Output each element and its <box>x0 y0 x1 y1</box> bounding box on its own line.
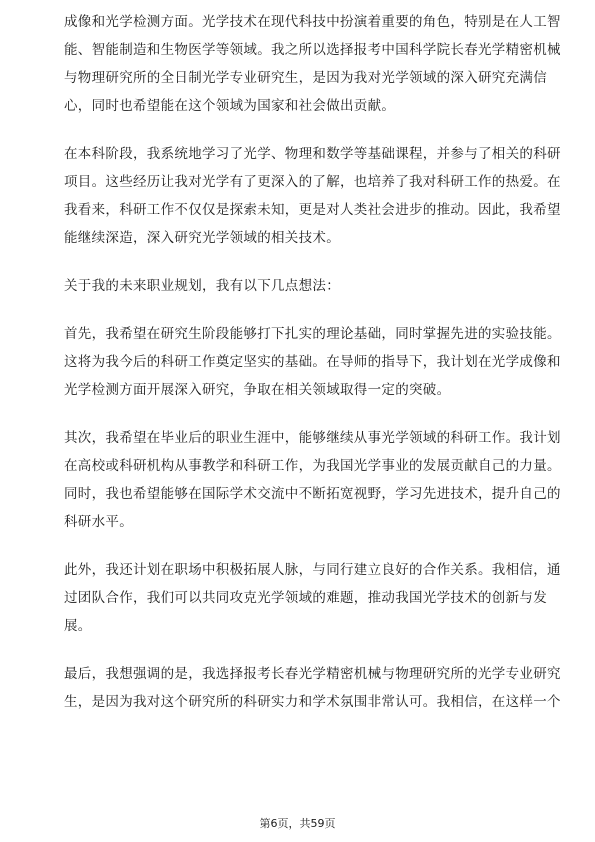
text-line: 能继续深造，深入研究光学领域的相关技术。 <box>64 230 340 246</box>
text-line: 最后，我想强调的是，我选择报考长春光学精密机械与物理研究所的光学专业研究 <box>64 666 561 682</box>
text-line: 过团队合作，我们可以共同攻克光学领域的难题，推动我国光学技术的创新与发 <box>64 590 547 606</box>
text-line: 光学检测方面开展深入研究，争取在相关领域取得一定的突破。 <box>64 382 451 398</box>
text-line: 项目。这些经历让我对光学有了更深入的了解，也培养了我对科研工作的热爱。在 <box>64 174 561 190</box>
text-line: 心，同时也希望能在这个领域为国家和社会做出贡献。 <box>64 98 396 114</box>
text-line: 首先，我希望在研究生阶段能够打下扎实的理论基础，同时掌握先进的实验技能。 <box>64 326 561 342</box>
text-line: 科研水平。 <box>64 514 133 530</box>
text-line: 同时，我也希望能够在国际学术交流中不断拓宽视野，学习先进技术，提升自己的 <box>64 486 561 502</box>
text-line: 这将为我今后的科研工作奠定坚实的基础。在导师的指导下，我计划在光学成像和 <box>64 354 561 370</box>
text-line: 在本科阶段，我系统地学习了光学、物理和数学等基础课程，并参与了相关的科研 <box>64 146 561 162</box>
text-line: 与物理研究所的全日制光学专业研究生，是因为我对光学领域的深入研究充满信 <box>64 70 547 86</box>
text-line: 展。 <box>64 618 92 634</box>
text-line: 其次，我希望在毕业后的职业生涯中，能够继续从事光学领域的科研工作。我计划 <box>64 430 561 446</box>
text-line: 关于我的未来职业规划，我有以下几点想法： <box>64 278 340 294</box>
text-line: 此外，我还计划在职场中积极拓展人脉，与同行建立良好的合作关系。我相信，通 <box>64 562 561 578</box>
text-line: 成像和光学检测方面。光学技术在现代科技中扮演着重要的角色，特别是在人工智 <box>64 14 561 30</box>
text-line: 生，是因为我对这个研究所的科研实力和学术氛围非常认可。我相信，在这样一个 <box>64 694 561 710</box>
text-line: 在高校或科研机构从事教学和科研工作，为我国光学事业的发展贡献自己的力量。 <box>64 458 561 474</box>
text-line: 能、智能制造和生物医学等领域。我之所以选择报考中国科学院长春光学精密机械 <box>64 42 561 58</box>
text-line: 我看来，科研工作不仅仅是探索未知，更是对人类社会进步的推动。因此，我希望 <box>64 202 561 218</box>
page-number: 第6页，共59页 <box>259 817 336 830</box>
